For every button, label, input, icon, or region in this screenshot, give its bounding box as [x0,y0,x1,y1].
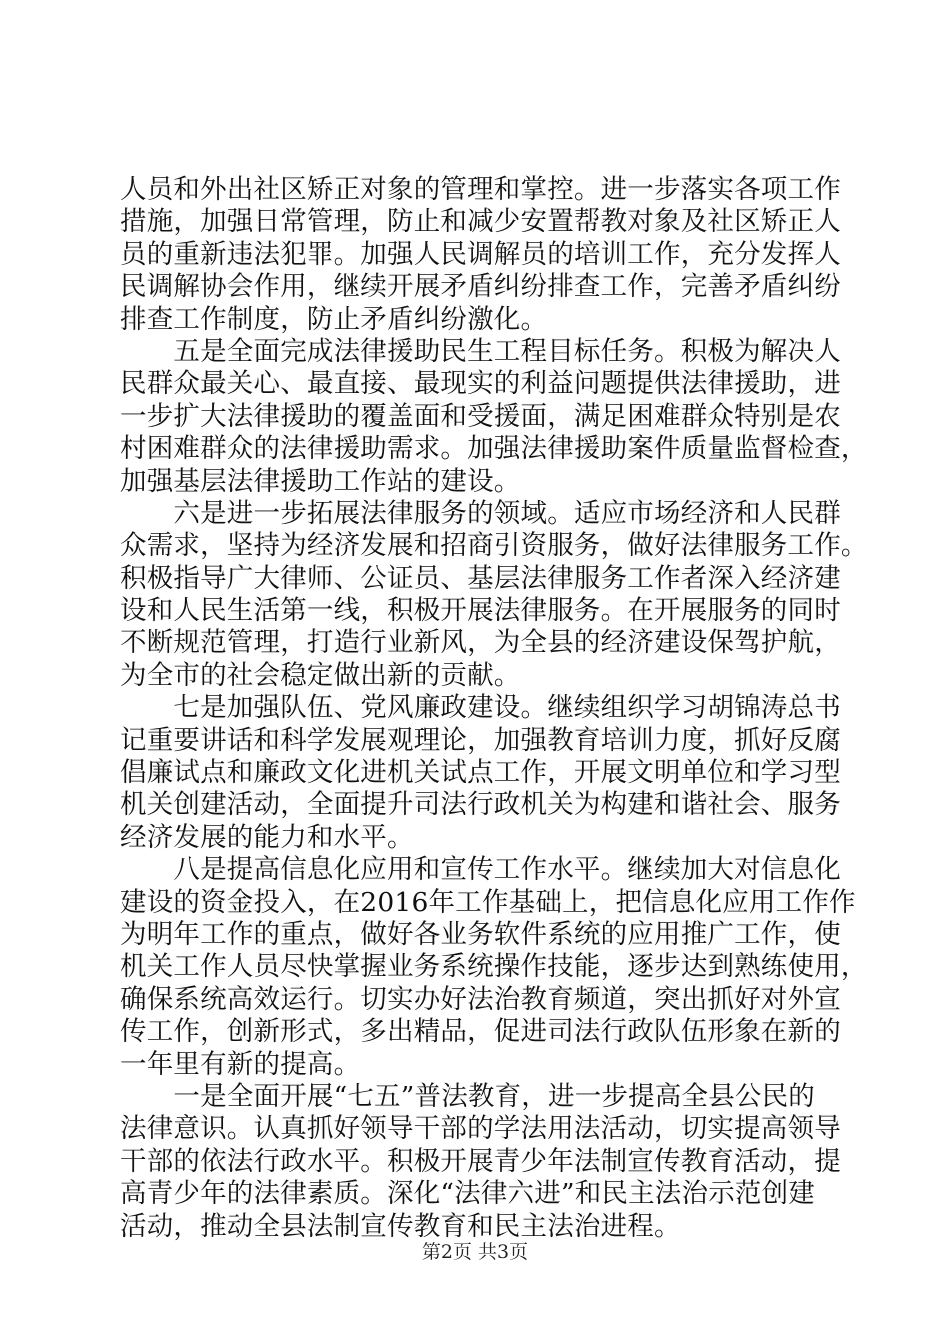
text-line: 经济发展的能力和水平。 [120,821,414,853]
text-line: 一步扩大法律援助的覆盖面和受援面，满足困难群众特别是农 [120,400,841,432]
document-body [120,174,868,1243]
text-line: 机关创建活动，全面提升司法行政机关为构建和谐社会、服务 [120,789,841,821]
text-line: 为明年工作的重点，做好各业务软件系统的应用推广工作，使 [120,918,841,950]
text-line: 民调解协会作用，继续开展矛盾纠纷排查工作，完善矛盾纠纷 [120,271,841,303]
text-line: 为全市的社会稳定做出新的贡献。 [120,659,521,691]
text-line: 一是全面开展“七五”普法教育，进一步提高全县公民的 [120,1080,815,1112]
text-line: 传工作，创新形式，多出精品，促进司法行政队伍形象在新的 [120,1016,841,1048]
text-line: 民群众最关心、最直接、最现实的利益问题提供法律援助，进 [120,368,841,400]
text-line: 记重要讲话和科学发展观理论，加强教育培训力度，抓好反腐 [120,724,841,756]
text-line: 建设的资金投入，在2016年工作基础上，把信息化应用工作作 [120,886,856,918]
text-line: 五是全面完成法律援助民生工程目标任务。积极为解决人 [120,335,841,367]
text-line: 确保系统高效运行。切实办好法治教育频道，突出抓好对外宣 [120,983,841,1015]
text-line: 六是进一步拓展法律服务的领域。适应市场经济和人民群 [120,497,841,529]
text-line: 倡廉试点和廉政文化进机关试点工作，开展文明单位和学习型 [120,757,841,789]
text-line: 干部的依法行政水平。积极开展青少年法制宣传教育活动，提 [120,1145,841,1177]
text-line: 人员和外出社区矫正对象的管理和掌控。进一步落实各项工作 [120,174,841,205]
page-footer: 第2页 共3页 [421,1241,529,1263]
text-line: 加强基层法律援助工作站的建设。 [120,465,521,497]
text-line: 不断规范管理，打造行业新风，为全县的经济建设保驾护航， [120,627,841,659]
text-line: 八是提高信息化应用和宣传工作水平。继续加大对信息化 [120,854,841,886]
text-line: 法律意识。认真抓好领导干部的学法用法活动，切实提高领导 [120,1113,841,1145]
text-line: 一年里有新的提高。 [120,1048,361,1080]
text-line: 村困难群众的法律援助需求。加强法律援助案件质量监督检查， [120,433,868,465]
text-line: 排查工作制度，防止矛盾纠纷激化。 [120,303,548,335]
text-line: 措施，加强日常管理，防止和减少安置帮教对象及社区矫正人 [120,206,841,238]
text-line: 设和人民生活第一线，积极开展法律服务。在开展服务的同时 [120,595,841,627]
text-line: 活动，推动全县法制宣传教育和民主法治进程。 [120,1210,681,1242]
text-line: 积极指导广大律师、公证员、基层法律服务工作者深入经济建 [120,562,841,594]
text-line: 众需求，坚持为经济发展和招商引资服务，做好法律服务工作。 [120,530,868,562]
text-line: 员的重新违法犯罪。加强人民调解员的培训工作，充分发挥人 [120,238,841,270]
text-line: 机关工作人员尽快掌握业务系统操作技能，逐步达到熟练使用， [120,951,868,983]
text-line: 高青少年的法律素质。深化“法律六进”和民主法治示范创建 [120,1178,815,1210]
text-line: 七是加强队伍、党风廉政建设。继续组织学习胡锦涛总书 [120,692,841,724]
